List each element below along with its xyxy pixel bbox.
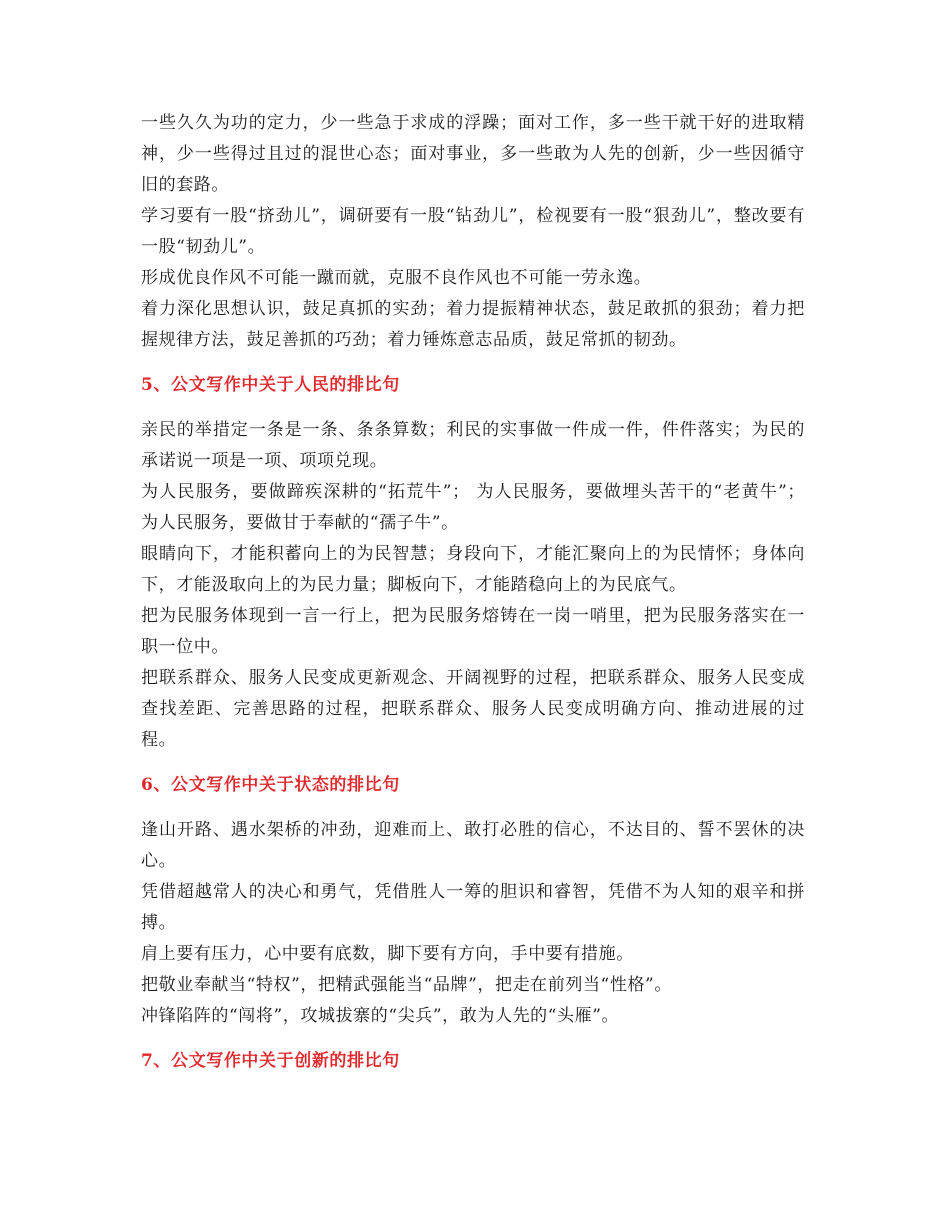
paragraph: 把敬业奉献当“特权”，把精武强能当“品牌”，把走在前列当“性格”。 [141, 975, 672, 995]
paragraph: 逢山开路、遇水架桥的冲劲，迎难而上、敢打必胜的信心，不达目的、誓不罢休的决心。 [141, 820, 805, 871]
paragraph: 凭借超越常人的决心和勇气，凭借胜人一筹的胆识和睿智，凭借不为人知的艰辛和拼搏。 [141, 882, 805, 933]
paragraph: 把联系群众、服务人民变成更新观念、开阔视野的过程，把联系群众、服务人民变成查找差距、完善思路的过程，把联系群众、服务人民变成明确方向、推动进展的过程。 [141, 668, 805, 750]
paragraph: 肩上要有压力，心中要有底数，脚下要有方向，手中要有措施。 [141, 944, 634, 964]
paragraph: 冲锋陷阵的“闯将”，攻城拔寨的“尖兵”，敢为人先的“头雁”。 [141, 1006, 620, 1026]
paragraph: 一些久久为功的定力，少一些急于求成的浮躁；面对工作，多一些干就干好的进取精神，少一些得过且过的混世心态；面对事业，多一些敢为人先的创新，少一些因循守旧的套路。 [141, 113, 805, 195]
paragraph: 着力深化思想认识，鼓足真抓的实劲；着力提振精神状态，鼓足敢抓的狠劲；着力把握规律方法，鼓足善抓的巧劲；着力锤炼意志品质，鼓足常抓的韧劲。 [141, 299, 805, 350]
document-page [141, 108, 805, 1077]
section-heading-state: 6、公文写作中关于状态的排比句 [141, 775, 400, 795]
paragraph: 形成优良作风不可能一蹴而就，克服不良作风也不可能一劳永逸。 [141, 268, 652, 288]
paragraph: 眼睛向下，才能积蓄向上的为民智慧；身段向下，才能汇聚向上的为民情怀；身体向下，才能汲取向上的为民力量；脚板向下，才能踏稳向上的为民底气。 [141, 544, 805, 595]
section-heading-people: 5、公文写作中关于人民的排比句 [141, 375, 400, 395]
paragraph: 亲民的举措定一条是一条、条条算数；利民的实事做一件成一件，件件落实；为民的承诺说一项是一项、项项兑现。 [141, 420, 805, 471]
section-heading-innovation: 7、公文写作中关于创新的排比句 [141, 1051, 400, 1071]
paragraph: 为人民服务，要做蹄疾深耕的“拓荒牛”； 为人民服务，要做埋头苦干的“老黄牛”； 为人民服务，要做甘于奉献的“孺子牛”。 [141, 482, 805, 533]
paragraph: 把为民服务体现到一言一行上，把为民服务熔铸在一岗一哨里，把为民服务落实在一职一位中。 [141, 606, 805, 657]
paragraph: 学习要有一股“挤劲儿”，调研要有一股“钻劲儿”，检视要有一股“狠劲儿”，整改要有一股“韧劲儿”。 [141, 206, 805, 257]
